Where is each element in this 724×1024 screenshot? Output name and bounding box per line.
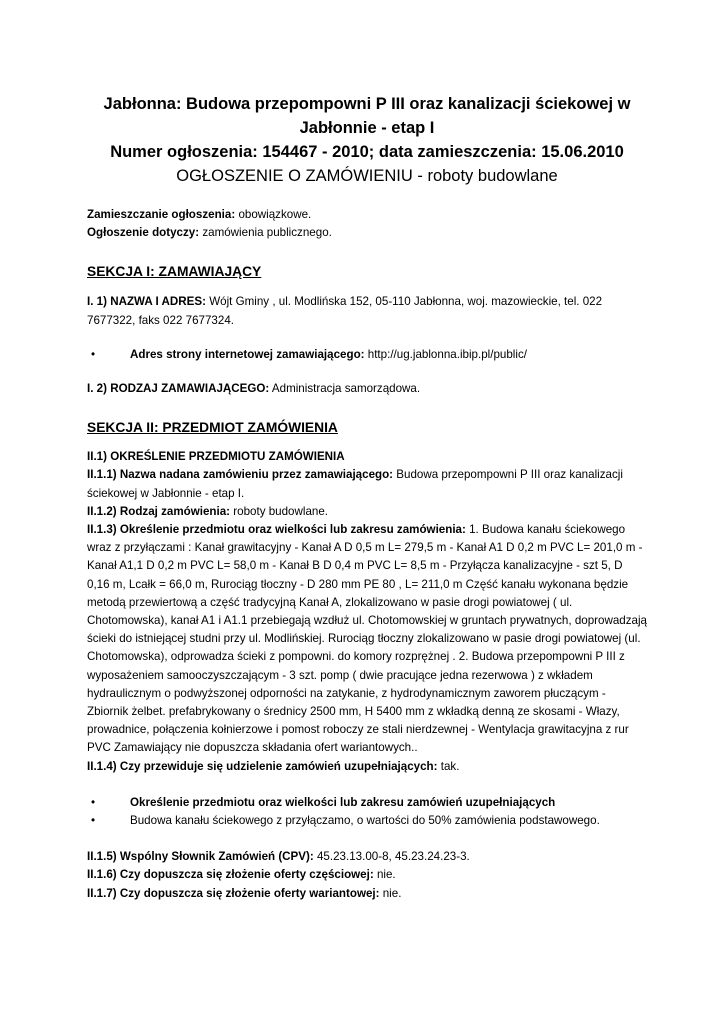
contracting-type-line (87, 380, 647, 398)
partial-offer-label: II.1.6) Czy dopuszcza się złożenie oferty częściowej: (87, 868, 374, 882)
partial-offer-value: nie. (376, 868, 396, 882)
contract-name-value: Budowa przepompowni P III oraz kanalizacji ściekowej w Jabłonnie - etap I. (87, 468, 623, 500)
concerns-label: Ogłoszenie dotyczy: (87, 226, 200, 240)
list-item (87, 346, 647, 364)
variant-offer-label: II.1.7) Czy dopuszcza się złożenie oferty wariantowej: (87, 886, 380, 900)
website-url: http://ug.jablonna.ibip.pl/public/ (367, 347, 527, 361)
cpv-label: II.1.5) Wspólny Słownik Zamówień (CPV): (87, 850, 314, 864)
contract-kind-line (87, 503, 647, 521)
section-2-heading: SEKCJA II: PRZEDMIOT ZAMÓWIENIA (87, 420, 338, 436)
section-2-subheading: II.1) OKREŚLENIE PRZEDMIOTU ZAMÓWIENIA (87, 450, 345, 464)
supplementary-value: tak. (440, 759, 460, 773)
name-address-paragraph (87, 293, 647, 329)
bullet-icon: • (91, 814, 96, 828)
placement-value: obowiązkowe. (238, 208, 312, 221)
contract-name-paragraph (87, 466, 647, 502)
notice-type: OGŁOSZENIE O ZAMÓWIENIU - roboty budowlane (176, 167, 558, 185)
variant-offer-line (87, 885, 647, 903)
supplementary-list (87, 794, 647, 830)
contract-scope-value: 1. Budowa kanału ściekowego wraz z przyłączami : Kanał grawitacyjny - Kanał A D 0,5 m L= 279,5 m - Kanał A1 D 0,2 m PVC L= 201,0 m - Kanał A1,1 D 0,2 m PVC L= 58,0 m - Kanał B D 0,4 m PVC L= 8,5 m - Przyłącza kanalizacyjne - szt 5, D 0,16 m, Lcałk = 66,0 m, Rurociąg tłoczny - D 280 mm PE 80 , L= 211,0 m Część kanału wykonana będzie metodą przewiertową a część tradycyjną Kanał A, zlokalizowano w pasie drogi powiatowej ( ul. Chotomowska), kanał A1 i A1.1 przebiegają wzdłuż ul. Chotomowskiej w gruntach prywatnych, doprowadzają ścieki do istniejącej studni przy ul. Modlińskiej. Rurociąg tłoczny zlokalizowano w pasie drogi powiatowej (ul. Chotomowska), odprowadza ścieki z pompowni. do komory rozprężnej . 2. Budowa przepompowni P III z wyposażeniem samooczyszczającym - 3 szt. pomp ( dwie pracujące jedna rezerwowa ) z wkładem hydraulicznym o podwyższonej odporności na zatykanie, z hydrodynamicznym zaworem płuczącym - Zbiornik żelbet. prefabrykowany o średnicy 2500 mm, H 5400 mm z wkładką denną ze skosami - Włazy, prowadnice, połączenia kołnierzowe i pomost roboczy ze stali nierdzewnej - Wentylacja grawitacyjna z rur PVC Zamawiający nie dopuszcza składania ofert wariantowych.. (87, 523, 648, 755)
website-list (87, 346, 647, 364)
concerns-line (87, 224, 647, 242)
announcement-number: Numer ogłoszenia: 154467 - 2010; data zamieszczenia: 15.06.2010 (110, 143, 624, 161)
contract-scope-label: II.1.3) Określenie przedmiotu oraz wielkości lub zakresu zamówienia: (87, 523, 466, 537)
document-page (87, 0, 647, 903)
supplementary-bullet-bold: Określenie przedmiotu oraz wielkości lub zakresu zamówień uzupełniających (130, 795, 556, 809)
name-address-label: I. 1) NAZWA I ADRES: (87, 295, 206, 309)
supplementary-label: II.1.4) Czy przewiduje się udzielenie zamówień uzupełniających: (87, 759, 438, 773)
bullet-icon: • (91, 347, 96, 361)
name-address-value: Wójt Gminy , ul. Modlińska 152, 05-110 Jabłonna, woj. mazowieckie, tel. 022 7677322, faks 022 7677324. (87, 295, 603, 327)
placement-label: Zamieszczanie ogłoszenia: (87, 208, 236, 221)
contract-kind-label: II.1.2) Rodzaj zamówienia: (87, 504, 231, 518)
contract-kind-value: roboty budowlane. (233, 504, 329, 518)
contracting-type-value: Administracja samorządowa. (271, 382, 421, 396)
supplementary-line (87, 758, 647, 776)
variant-offer-value: nie. (382, 886, 402, 900)
supplementary-bullet-text: Budowa kanału ściekowego z przyłączamo, o wartości do 50% zamówienia podstawowego. (130, 814, 600, 828)
bullet-icon: • (91, 795, 96, 809)
cpv-value: 45.23.13.00-8, 45.23.24.23-3. (316, 850, 470, 864)
placement-line (87, 206, 647, 224)
title-line-2: Jabłonnie - etap I (299, 119, 435, 137)
website-label: Adres strony internetowej zamawiającego: (130, 347, 365, 361)
section-1-heading: SEKCJA I: ZAMAWIAJĄCY (87, 264, 262, 280)
title-line-1: Jabłonna: Budowa przepompowni P III oraz kanalizacji ściekowej w (103, 95, 631, 113)
contract-scope-paragraph (87, 521, 647, 758)
contract-name-label: II.1.1) Nazwa nadana zamówieniu przez zamawiającego: (87, 468, 394, 482)
partial-offer-line (87, 866, 647, 884)
concerns-value: zamówienia publicznego. (202, 226, 332, 240)
title-block (87, 92, 647, 188)
cpv-line (87, 848, 647, 866)
contracting-type-label: I. 2) RODZAJ ZAMAWIAJĄCEGO: (87, 382, 270, 396)
list-item (87, 794, 647, 812)
list-item (87, 812, 647, 830)
